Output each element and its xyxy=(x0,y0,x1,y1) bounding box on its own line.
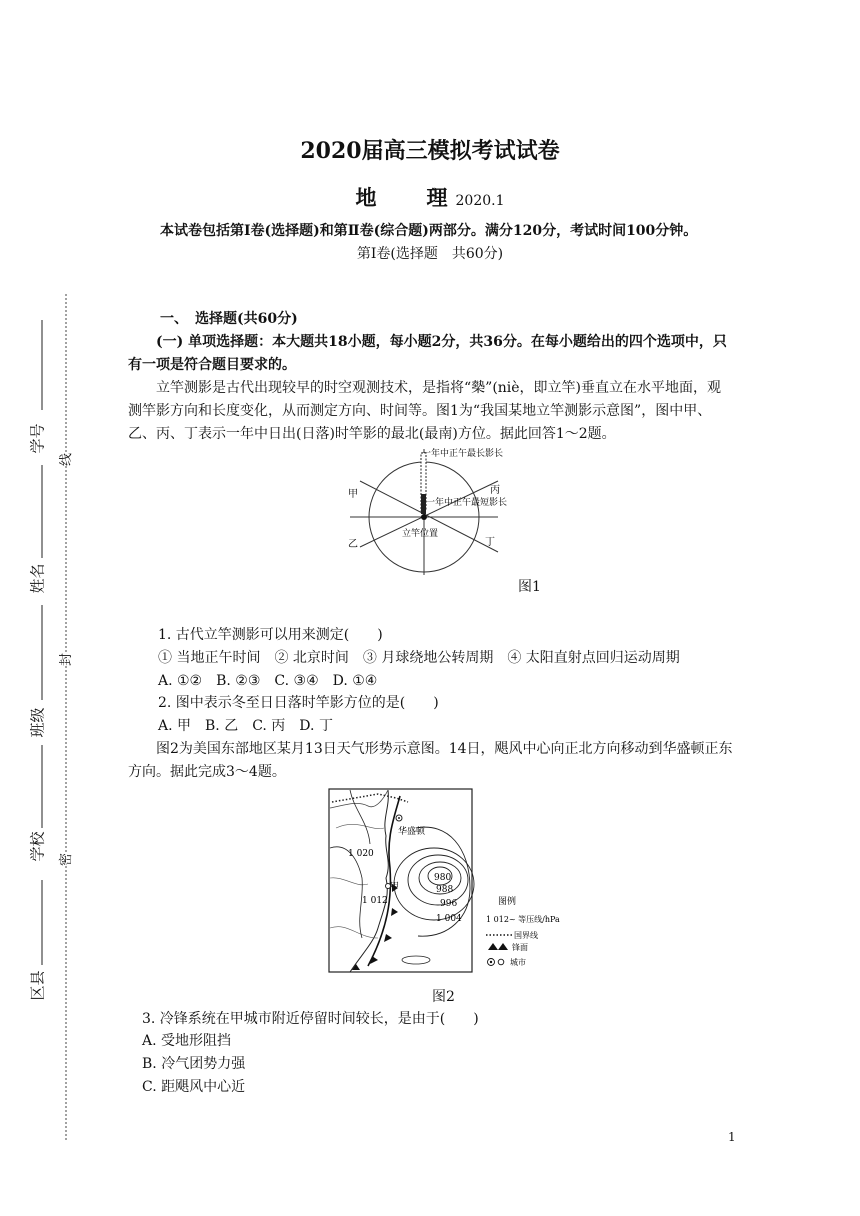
isobar-996: 996 xyxy=(440,899,458,909)
sidebar-mark-feng: 封 xyxy=(55,653,74,666)
sidebar-label-xuexiao: 学校 xyxy=(28,831,47,862)
passage-2: 图2为美国东部地区某月13日天气形势示意图。14日，飓风中心向正北方向移动到华盛顿正东方向。据此完成3～4题。 xyxy=(128,741,733,780)
binding-margin xyxy=(0,290,110,1150)
isobar-1020: 1 020 xyxy=(348,849,374,859)
isobar-1004: 1 004 xyxy=(436,914,462,924)
legend-title: 图例 xyxy=(498,897,517,907)
isobar-988: 988 xyxy=(436,885,454,895)
label-shortest: 一年中正午最短影长 xyxy=(426,498,508,508)
question-1-items: ① 当地正午时间 ② 北京时间 ③ 月球绕地公转周期 ④ 太阳直射点回归运动周期 xyxy=(158,650,680,666)
question-1-options: A. ①② B. ②③ C. ③④ D. ①④ xyxy=(158,673,378,689)
subject-char-2: 理 xyxy=(426,185,448,210)
volume-title: 第Ⅰ卷(选择题 共60分) xyxy=(356,246,504,262)
exam-date: 2020.1 xyxy=(455,193,505,209)
label-longest: 一年中正午最长影长 xyxy=(422,449,504,459)
pole-position xyxy=(421,514,427,520)
question-3-option-a: A. 受地形阻挡 xyxy=(142,1033,232,1049)
page-number: 1 xyxy=(728,1130,736,1144)
subject-line xyxy=(0,182,860,212)
label-pole: 立竿位置 xyxy=(402,529,439,539)
figure-2-caption: 图2 xyxy=(432,989,455,1005)
city-jia: 甲 xyxy=(390,882,400,892)
figure-2-weather-map xyxy=(328,788,598,974)
question-2: 2. 图中表示冬至日日落时竿影方位的是( ) xyxy=(158,695,439,711)
section-heading: 一、 选择题(共60分) xyxy=(160,311,298,327)
exam-title: 2020届高三模拟考试试卷 xyxy=(300,138,560,164)
sidebar-label-xingming: 姓名 xyxy=(28,563,47,594)
legend-border: 国界线 xyxy=(514,931,538,940)
label-yi: 乙 xyxy=(348,539,358,550)
city-washington: 华盛顿 xyxy=(398,827,426,837)
question-1: 1. 古代立竿测影可以用来测定( ) xyxy=(158,627,383,643)
label-jia: 甲 xyxy=(348,489,358,500)
passage-1: 立竿测影是古代出现较早的时空观测技术，是指将“槷”(niè，即立竿)垂直立在水平地面，观测竿影方向和长度变化，从而测定方向、时间等。图1为“我国某地立竿测影示意图”，图中甲、乙、丙、丁表示一年中日出(日落)时竿影的最北(最南)方位。据此回答1～2题。 xyxy=(128,380,722,442)
legend-isobar: 1 012~ 等压线/hPa xyxy=(486,915,560,924)
question-3-option-c: C. 距飓风中心近 xyxy=(142,1079,246,1095)
subject-char-1: 地 xyxy=(355,185,377,210)
figure-1-diagram xyxy=(330,447,520,575)
section-instruction: (一) 单项选择题：本大题共18小题，每小题2分，共36分。在每小题给出的四个选项中，只有一项是符合题目要求的。 xyxy=(128,334,727,373)
question-3-option-b: B. 冷气团势力强 xyxy=(142,1056,246,1072)
question-3: 3. 冷锋系统在甲城市附近停留时间较长，是由于( ) xyxy=(142,1011,479,1027)
legend-front: 锋面 xyxy=(512,943,528,952)
sidebar-label-quxian: 区县 xyxy=(28,970,47,1001)
label-bing: 丙 xyxy=(490,485,500,496)
sidebar-mark-xian: 线 xyxy=(55,453,74,466)
exam-intro: 本试卷包括第Ⅰ卷(选择题)和第Ⅱ卷(综合题)两部分。满分120分，考试时间100分钟。 xyxy=(160,223,698,239)
figure-1-caption: 图1 xyxy=(518,579,541,595)
sidebar-label-banji: 班级 xyxy=(28,707,47,738)
sidebar-label-xuehao: 学号 xyxy=(28,423,47,454)
isobar-980: 980 xyxy=(434,873,452,883)
question-2-options: A. 甲 B. 乙 C. 丙 D. 丁 xyxy=(158,718,333,734)
sidebar-mark-mi: 密 xyxy=(55,853,74,866)
isobar-1012: 1 012 xyxy=(362,896,388,906)
legend-city: 城市 xyxy=(510,958,526,967)
label-ding: 丁 xyxy=(485,537,495,548)
